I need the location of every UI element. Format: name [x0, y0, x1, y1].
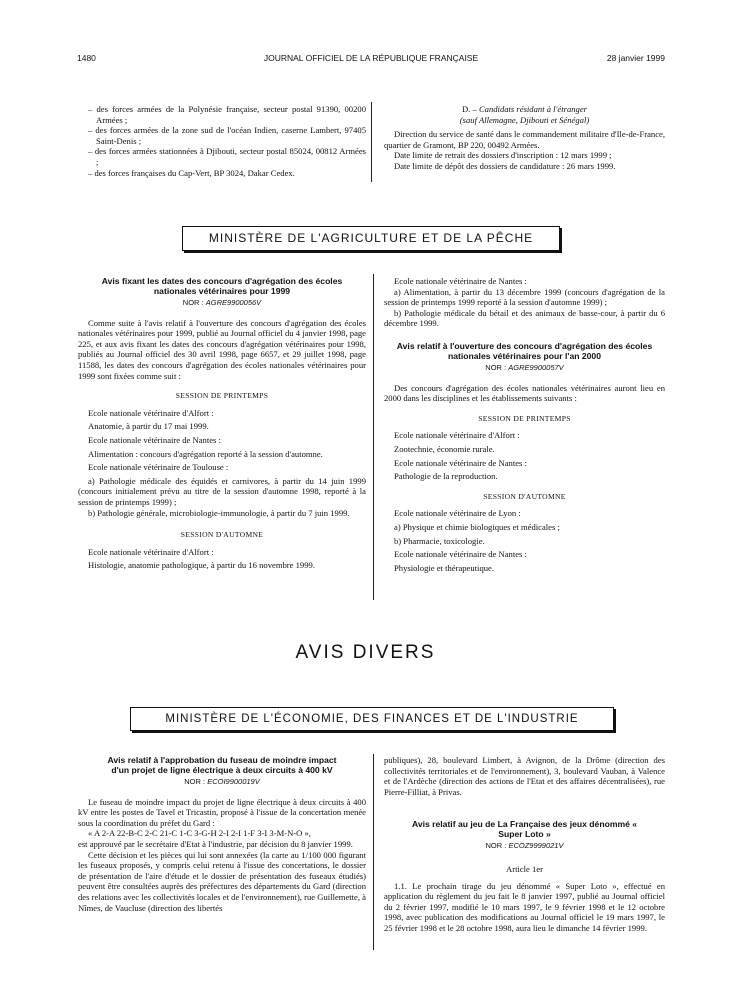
ministry-economy-box: [130, 707, 614, 731]
paragraph: Direction du service de santé dans le commandement militaire d'Ile-de-France, quartier de Gramont, BP 220, 00492 Armées.: [384, 129, 665, 150]
list-item: b) Pathologie générale, microbiologie-immunologie, à partir du 7 juin 1999.: [88, 507, 350, 518]
list-item: – des forces armées de la zone sud de l'océan Indien, caserne Lambert, 97405 Saint-Denis ;: [88, 125, 366, 146]
list-item: Ecole nationale vétérinaire de Nantes :: [394, 457, 527, 468]
nor-reference: NOR : AGRE9900057V: [485, 362, 564, 372]
list-item: Ecole nationale vétérinaire de Nantes :: [394, 276, 527, 286]
session-heading: SESSION DE PRINTEMPS: [175, 391, 269, 401]
column-divider: [373, 754, 374, 950]
section-heading: D. – Candidats résidant à l'étranger: [461, 104, 588, 114]
ministry-title: MINISTÈRE DE L'ÉCONOMIE, DES FINANCES ET DE L'INDUSTRIE: [165, 713, 579, 725]
notice-title: Avis relatif à l'ouverture des concours d'agrégation des écoles nationales vétérinaires pour l'an 2000: [396, 340, 653, 361]
list-item: – des forces françaises du Cap-Vert, BP 3024, Dakar Cedex.: [88, 167, 295, 178]
list-item: Ecole nationale vétérinaire de Nantes :: [88, 434, 221, 445]
article-heading: Article 1er: [506, 863, 543, 874]
session-heading: SESSION D'AUTOMNE: [483, 491, 566, 501]
page-number: 1480: [77, 53, 96, 63]
paragraph: 1.1. Le prochain tirage du jeu dénommé « Super Loto », effectué en application du règlement du jeu fait le 8 janvier 1997, publié au Journal officiel du 2 février 1997, modifié le 10 mars 1997, le 9 février 1998 et le 12 octobre 1998, avec publication des modifications au Journal officiel le 19 mars 1997, le 25 février 1998 et le 28 octobre 1998, aura lieu le dimanche 14 février 1999.: [384, 880, 665, 933]
list-item: Alimentation : concours d'agrégation reporté à la session d'automne.: [88, 448, 323, 459]
avis-4-column: [384, 755, 665, 934]
list-item: Ecole nationale vétérinaire de Nantes :: [394, 549, 527, 560]
intro-paragraph: Comme suite à l'avis relatif à l'ouverture des concours d'agrégation des écoles nationales vétérinaires pour 1999, publié au Journal officiel du 4 janvier 1998, page 225, et aux avis fixant les dates des concours d'agrégation vétérinaires pour 1998, publiés au Journal officiel des 30 avril 1998, page 6657, et 29 juillet 1998, page 11588, les dates des concours d'agrégation des écoles nationales vétérinaires pour 1999 sont fixées comme suit :: [78, 317, 366, 381]
intro-paragraph: Des concours d'agrégation des écoles nationales vétérinaires auront lieu en 2000 dans les disciplines et les établissements suivants :: [384, 382, 665, 404]
paragraph: Date limite de dépôt des dossiers de candidature : 26 mars 1999.: [394, 160, 616, 171]
list-item: – des forces armées stationnées à Djibouti, secteur postal 85024, 00812 Armées ;: [88, 146, 366, 167]
session-heading: SESSION DE PRINTEMPS: [478, 413, 571, 423]
list-item: a) Alimentation, à partir du 13 décembre 1999 (concours d'agrégation de la session de printemps 1999 reporté à la session d'automne 1999) ;: [384, 286, 665, 308]
notice-title: Avis fixant les dates des concours d'agrégation des écoles nationales vétérinaires pour 1999: [101, 276, 343, 296]
list-item: b) Pathologie médicale du bétail et des animaux de basse-cour, à partir du 6 décembre 1999.: [384, 307, 665, 329]
ministry-title: MINISTÈRE DE L'AGRICULTURE ET DE LA PÊCHE: [208, 231, 534, 245]
list-item: Zootechnie, économie rurale.: [394, 443, 495, 454]
notice-title: Avis relatif au jeu de La Française des jeux dénommé « Super Loto »: [411, 819, 638, 840]
paragraph: Le fuseau de moindre impact du projet de ligne électrique à deux circuits à 400 kV entre les postes de Tavel et Tricastin, proposé à l'issue de la concertation menée sous la coordination du préfet du Gard :: [78, 796, 366, 828]
column-divider: [371, 102, 372, 182]
list-item: Ecole nationale vétérinaire d'Alfort :: [394, 430, 520, 441]
list-item: Pathologie de la reproduction.: [394, 471, 498, 482]
list-item: Histologie, anatomie pathologique, à partir du 16 novembre 1999.: [88, 560, 315, 571]
top-right-column: [384, 104, 665, 172]
paragraph: Date limite de retrait des dossiers d'inscription : 12 mars 1999 ;: [394, 150, 612, 161]
avis-2-column: [384, 276, 665, 573]
ministry-agriculture-box: [182, 226, 560, 251]
session-heading: SESSION D'AUTOMNE: [180, 530, 264, 540]
list-item: Ecole nationale vétérinaire de Lyon :: [394, 508, 521, 519]
top-left-column: [88, 104, 366, 178]
journal-title: JOURNAL OFFICIEL DE LA RÉPUBLIQUE FRANÇAISE: [263, 53, 479, 63]
list-item: Anatomie, à partir du 17 mai 1999.: [88, 421, 209, 432]
avis-1-column: [78, 276, 366, 571]
nor-reference: NOR : ECOZ9999021V: [485, 841, 564, 851]
list-item: b) Pharmacie, toxicologie.: [394, 535, 485, 546]
issue-date: 28 janvier 1999: [606, 53, 665, 63]
nor-reference: NOR : AGRE9900056V: [182, 298, 262, 307]
paragraph: « A 2-A 22-B-C 2-C 21-C 1-C 3-G-H 2-I 2-I 1-F 3-I 3-M-N-O »,: [88, 828, 311, 839]
column-divider: [373, 274, 374, 600]
list-item: Ecole nationale vétérinaire de Toulouse :: [88, 462, 229, 473]
page-header: [77, 53, 665, 65]
list-item: – des forces armées de la Polynésie française, secteur postal 91390, 00200 Armées ;: [88, 104, 366, 125]
avis-3-column: [78, 755, 366, 913]
nor-reference: NOR : ECOI9900019V: [184, 777, 260, 786]
avis-divers-title: AVIS DIVERS: [295, 642, 436, 663]
list-item: Ecole nationale vétérinaire d'Alfort :: [88, 546, 214, 557]
paragraph: publiques), 28, boulevard Limbert, à Avignon, de la Drôme (direction des collectivités territoriales et de l'environnement), 3, boulevard Vauban, à Valence et de l'Ardèche (direction des actions de l'Etat et des affaires décentralisées), rue Pierre-Filliat, à Privas.: [384, 755, 665, 797]
section-subheading: (sauf Allemagne, Djibouti et Sénégal): [459, 114, 590, 125]
list-item: a) Physique et chimie biologiques et médicales ;: [394, 521, 560, 532]
paragraph: Cette décision et les pièces qui lui sont annexées (la carte au 1/100 000 figurant les fuseaux proposés, y compris celui retenu à l'issue des concertations, le dossier de présentation de l'aire d'étude et le dossier de présentation des fuseaux étudiés) peuvent être consultées auprès des préfectures des départements du Gard (direction des relations avec les collectivités locales et de l'environnement), rue Guillemette, à Nîmes, de Vaucluse (direction des libertés: [78, 849, 366, 913]
list-item: Physiologie et thérapeutique.: [394, 562, 494, 573]
list-item: a) Pathologie médicale des équidés et carnivores, à partir du 14 juin 1999 (concours initialement prévu au titre de la session d'automne 1998, reporté à la session de printemps 1999) ;: [78, 475, 366, 507]
notice-title: Avis relatif à l'approbation du fuseau de moindre impact d'un projet de ligne électrique à deux circuits à 400 kV: [107, 755, 337, 775]
paragraph: est approuvé par le secrétaire d'Etat à l'industrie, par décision du 8 janvier 1999.: [78, 838, 353, 849]
list-item: Ecole nationale vétérinaire d'Alfort :: [88, 407, 214, 418]
